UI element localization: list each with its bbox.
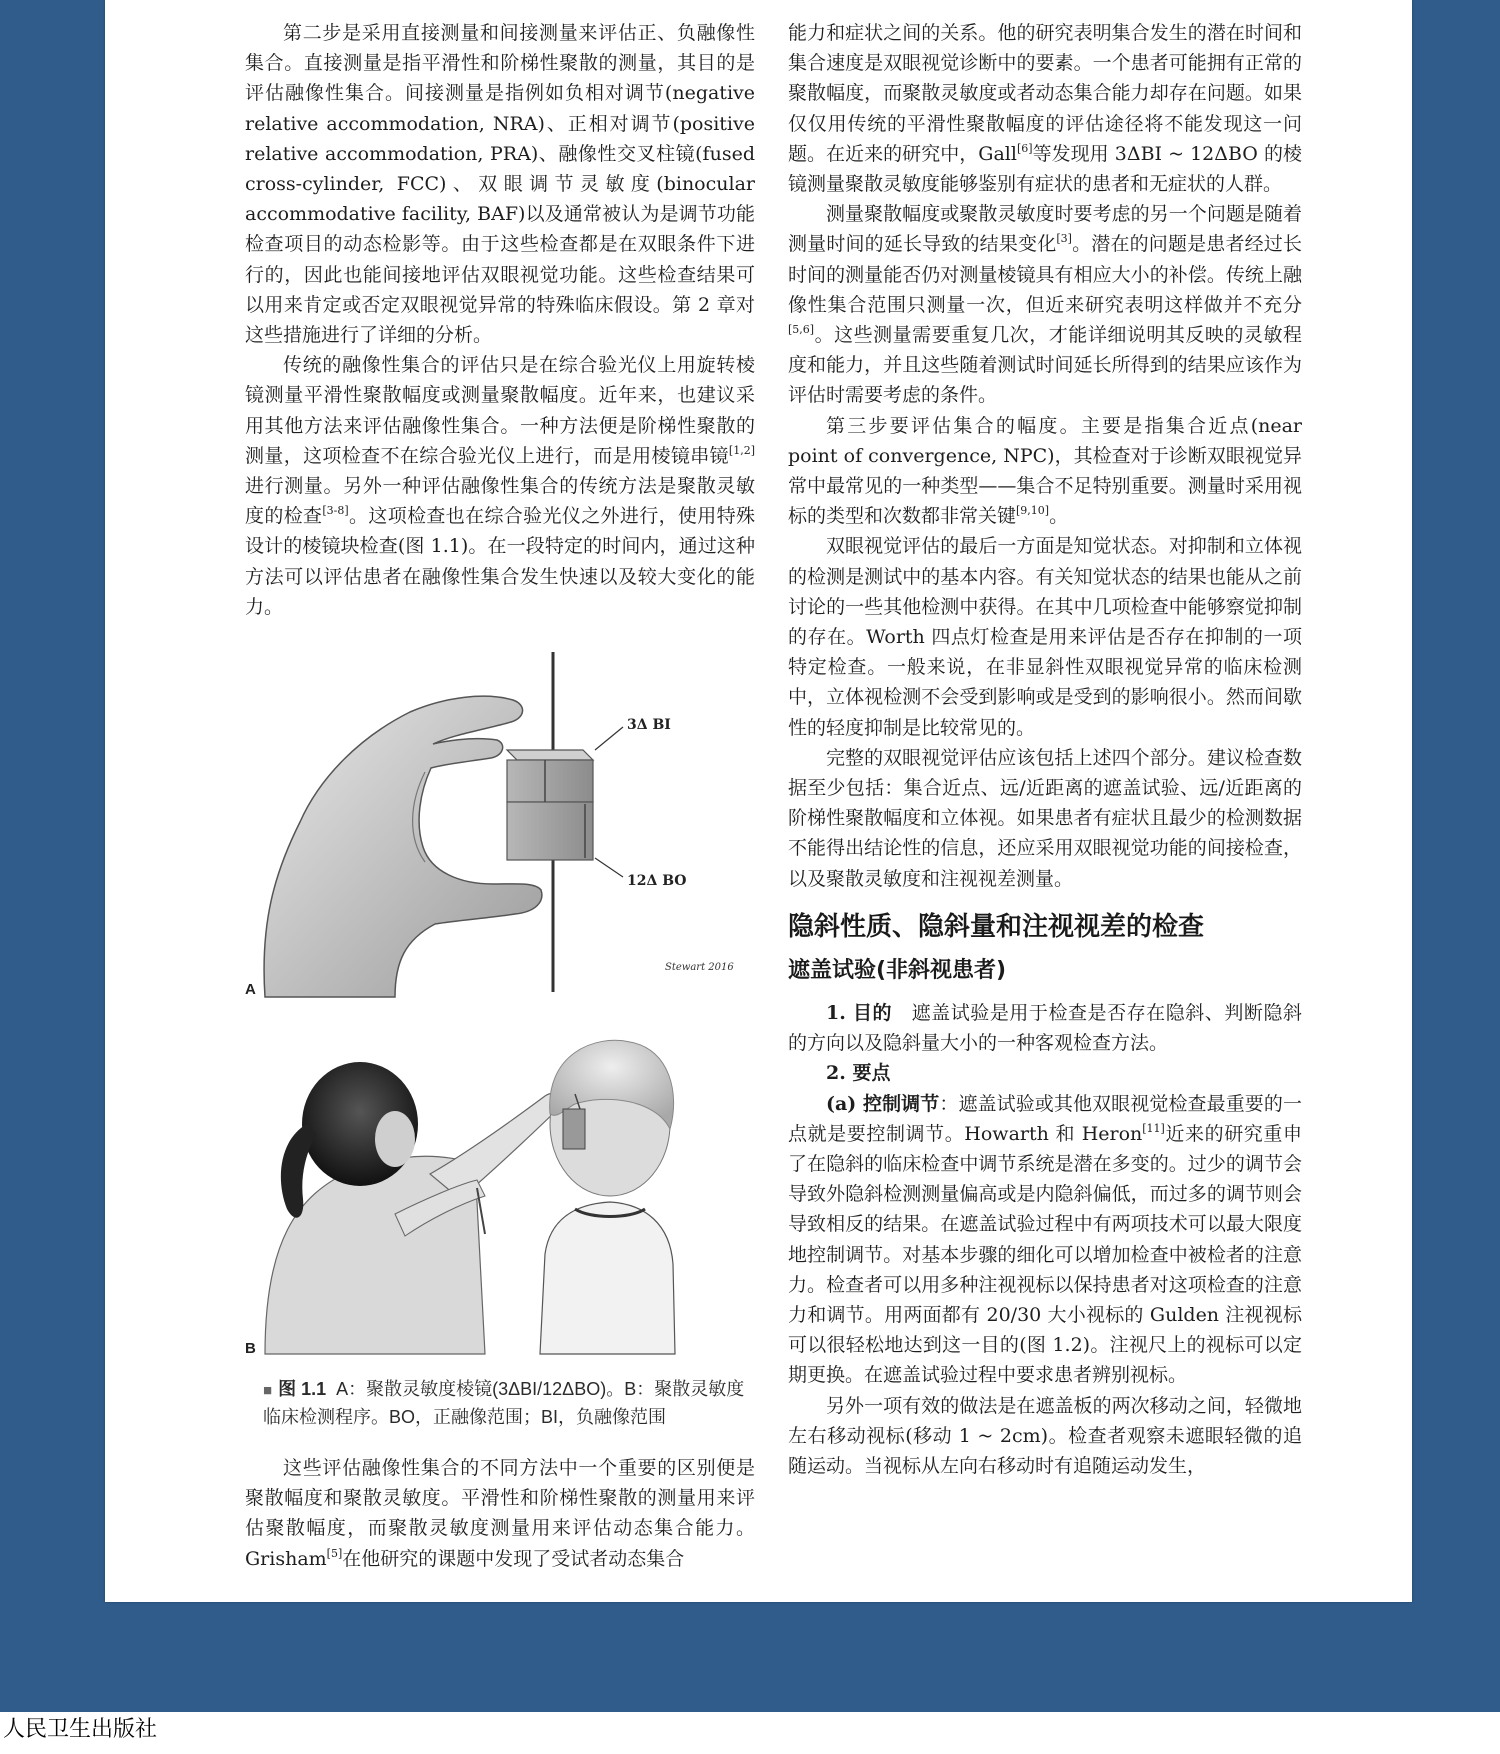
caption-text: A：聚散灵敏度棱镜(3ΔBI/12ΔBO)。B：聚散灵敏度临床检测程序。BO，正融像范围；BI，负融像范围 xyxy=(263,1379,745,1428)
artist-signature: Stewart 2016 xyxy=(665,962,734,974)
point-label: (a) 控制调节 xyxy=(826,1092,940,1115)
publisher-name: 人民卫生出版社 xyxy=(3,1717,158,1742)
left-column xyxy=(245,18,755,1574)
prism-hand-illustration xyxy=(245,652,755,998)
paragraph-text: 。这些测量需要重复几次，才能详细说明其反映的灵敏程度和能力，并且这些随着测试时间延长所得到的结果应该作为评估时需要考虑的条件。 xyxy=(788,324,1302,407)
paragraph xyxy=(245,1453,755,1574)
citation: [6] xyxy=(1016,141,1033,155)
paragraph-text: 双眼视觉评估的最后一方面是知觉状态。对抑制和立体视的检测是测试中的基本内容。有关知觉状态的结果也能从之前讨论的一些其他检测中获得。在其中几项检查中能够察觉抑制的存在。Worth 四点灯检查是用来评估是否存在抑制的一项特定检查。一般来说，在非显斜性双眼视觉异常的临床检测中，立体视检测不会受到影响或是受到的影响很小。然而间歇性的轻度抑制是比较常见的。 xyxy=(788,535,1302,739)
paragraph-text: 近来的研究重申了在隐斜的临床检查中调节系统是潜在多变的。过少的调节会导致外隐斜检测测量偏高或是内隐斜偏低，而过多的调节则会导致相反的结果。在遮盖试验过程中有两项技术可以最大限度地控制调节。对基本步骤的细化可以增加检查中被检者的注意力。检查者可以用多种注视视标以保持患者对这项检查的注意力和调节。用两面都有 20/30 大小视标的 Gulden 注视视标可以很轻松地达到这一目的(图 1.2)。注视尺上的视标可以定期更换。在遮盖试验过程中要求患者辨别视标。 xyxy=(788,1122,1302,1387)
item-text: 遮盖试验是用于检查是否存在隐斜、判断隐斜的方向以及隐斜量大小的一种客观检查方法。 xyxy=(788,1001,1302,1055)
figure-panel-b xyxy=(245,1004,755,1360)
citation: [11] xyxy=(1142,1121,1165,1135)
paragraph-text: 能力和症状之间的关系。他的研究表明集合发生的潜在时间和集合速度是双眼视觉诊断中的要素。一个患者可能拥有正常的聚散幅度，而聚散灵敏度或者动态集合能力却存在问题。如果仅仅用传统的平滑性聚散幅度的评估途径将不能发现这一问题。在近来的研究中，Gall xyxy=(788,22,1302,165)
panel-label-a: A xyxy=(245,981,256,999)
paragraph xyxy=(788,531,1302,742)
figure-caption xyxy=(263,1376,755,1431)
book-page xyxy=(105,0,1412,1602)
prism-bottom-label: 12Δ BO xyxy=(627,873,687,890)
citation: [1,2] xyxy=(728,443,755,457)
paragraph xyxy=(788,411,1302,532)
paragraph-text: 在他研究的课题中发现了受试者动态集合 xyxy=(342,1547,685,1570)
paragraph-text: 传统的融像性集合的评估只是在综合验光仪上用旋转棱镜测量平滑性聚散幅度或测量聚散幅度。近年来，也建议采用其他方法来评估融像性集合。一种方法便是阶梯性聚散的测量，这项检查不在综合验光仪上进行，而是用棱镜串镜 xyxy=(245,354,755,467)
clinical-procedure-illustration xyxy=(245,1004,755,1360)
citation: [3-8] xyxy=(322,504,349,518)
paragraph-text: 另外一项有效的做法是在遮盖板的两次移动之间，轻微地左右移动视标(移动 1 ~ 2cm)。检查者观察未遮眼轻微的追随运动。当视标从左向右移动时有追随运动发生， xyxy=(788,1394,1302,1477)
paragraph xyxy=(788,1089,1302,1391)
right-column xyxy=(788,18,1302,1481)
paragraph xyxy=(788,743,1302,894)
paragraph-text: 等发现用 3ΔBI ~ 12ΔBO 的棱镜测量聚散灵敏度能够鉴别有症状的患者和无症状的人群。 xyxy=(788,142,1302,196)
paragraph-text: 第二步是采用直接测量和间接测量来评估正、负融像性集合。直接测量是指平滑性和阶梯性聚散的测量，其目的是评估融像性集合。间接测量是指例如负相对调节(negative relative accommodation, NRA)、正相对调节(positive relative accommodation, PRA)、融像性交叉柱镜(fused cross-cylinder, FCC)、双眼调节灵敏度(binocular accommodative facility, BAF)以及通常被认为是调节功能检查项目的动态检影等。由于这些检查都是在双眼条件下进行的，因此也能间接地评估双眼视觉功能。这些检查结果可以用来肯定或否定双眼视觉异常的特殊临床假设。第 2 章对这些措施进行了详细的分析。 xyxy=(245,22,755,347)
panel-label-b: B xyxy=(245,1340,256,1358)
paragraph-text: 。这项检查也在综合验光仪之外进行，使用特殊设计的棱镜块检查(图 1.1)。在一段特定的时间内，通过这种方法可以评估患者在融像性集合发生快速以及较大变化的能力。 xyxy=(245,505,755,618)
list-item xyxy=(788,1058,1302,1088)
figure-panel-a xyxy=(245,652,755,998)
paragraph-text: 测量聚散幅度或聚散灵敏度时要考虑的另一个问题是随着测量时间的延长导致的结果变化 xyxy=(788,203,1302,256)
citation: [3] xyxy=(1056,232,1072,246)
citation: [5] xyxy=(326,1546,343,1560)
paragraph-text: 。潜在的问题是患者经过长时间的测量能否仍对测量棱镜具有相应大小的补偿。传统上融像性集合范围只测量一次，但近来研究表明这样做并不充分 xyxy=(788,233,1302,316)
paragraph-text: ：遮盖试验或其他双眼视觉检查最重要的一点就是要控制调节。Howarth 和 Heron xyxy=(788,1092,1302,1145)
subsection-title: 遮盖试验(非斜视患者) xyxy=(788,957,1007,983)
list-item xyxy=(788,998,1302,1058)
item-label: 2. 要点 xyxy=(826,1062,891,1085)
item-label: 1. 目的 xyxy=(826,1001,893,1024)
figure-1-1 xyxy=(245,652,755,1431)
citation: [9,10] xyxy=(1016,504,1050,518)
paragraph-text: 。 xyxy=(1049,505,1069,528)
paragraph-text: 完整的双眼视觉评估应该包括上述四个部分。建议检查数据至少包括：集合近点、远/近距离的遮盖试验、远/近距离的阶梯性聚散幅度和立体视。如果患者有症状且最少的检测数据不能得出结论性的信息，还应采用双眼视觉功能的间接检查，以及聚散灵敏度和注视视差测量。 xyxy=(788,746,1302,890)
paragraph-text: 第三步要评估集合的幅度。主要是指集合近点(near point of convergence, NPC)，其检查对于诊断双眼视觉异常中最常见的一种类型——集合不足特别重要。测量时采用视标的类型和次数都非常关键 xyxy=(788,414,1302,528)
section-title: 隐斜性质、隐斜量和注视视差的检查 xyxy=(788,911,1205,942)
paragraph xyxy=(245,350,755,622)
paragraph xyxy=(788,18,1302,199)
caption-marker-icon: ■ xyxy=(263,1382,273,1400)
paragraph xyxy=(245,18,755,350)
paragraph-text: 这些评估融像性集合的不同方法中一个重要的区别便是聚散幅度和聚散灵敏度。平滑性和阶梯性聚散的测量用来评估聚散幅度，而聚散灵敏度测量用来评估动态集合能力。Grisham xyxy=(245,1457,755,1570)
paragraph xyxy=(788,199,1302,410)
prism-top-label: 3Δ BI xyxy=(627,717,671,734)
paragraph xyxy=(788,1391,1302,1482)
citation: [5,6] xyxy=(788,323,815,337)
paragraph-text: 进行测量。另外一种评估融像性集合的传统方法是聚散灵敏度的检查 xyxy=(245,475,755,528)
caption-number: 图 1.1 xyxy=(278,1379,327,1400)
